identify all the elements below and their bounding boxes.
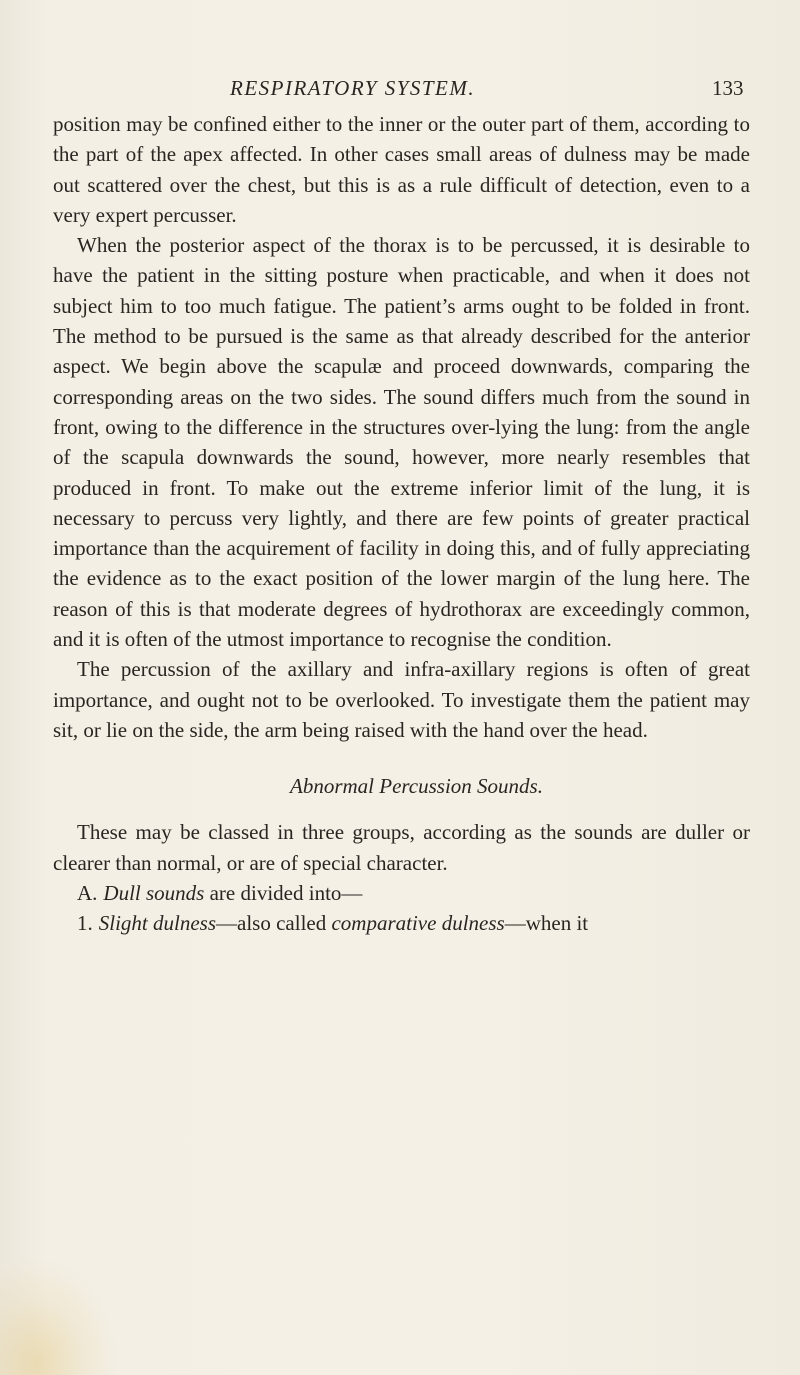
item-term-alt: comparative dulness bbox=[331, 911, 505, 936]
list-item-dull-sounds bbox=[53, 878, 750, 908]
list-item-slight-dulness bbox=[53, 908, 750, 938]
paragraph-axillary-regions: The percussion of the axillary and infra-axillary regions is often of great importance, and ought not to be overlooked. To investigate them the patient may sit, or lie on the side, the arm being raised with the hand over the head. bbox=[53, 657, 750, 742]
item-label: A. bbox=[77, 880, 98, 905]
running-head bbox=[0, 76, 800, 110]
paragraph-continuation: position may be confined either to the inner or the outer part of them, according to the part of the apex affected. In other cases small areas of dulness may be made out scattered over the chest, but this is as a rule difficult of detection, even to a very expert percusser. bbox=[53, 112, 750, 227]
paragraph-classification: These may be classed in three groups, according as the sounds are duller or clearer than normal, or are of special character. bbox=[53, 820, 750, 875]
item-text-end: —when it bbox=[504, 911, 589, 936]
body-text bbox=[53, 109, 750, 938]
section-heading: Abnormal Percussion Sounds. bbox=[290, 774, 543, 799]
item-text: are divided into— bbox=[204, 880, 363, 905]
running-title: RESPIRATORY SYSTEM. bbox=[230, 76, 476, 100]
page-number: 133 bbox=[712, 76, 744, 100]
item-term: Dull sounds bbox=[103, 880, 205, 905]
item-text: —also called bbox=[216, 911, 332, 936]
item-term: Slight dulness bbox=[98, 911, 217, 936]
paragraph-posterior-aspect: When the posterior aspect of the thorax is to be percussed, it is desirable to have the patient in the sitting posture when practicable, and when it does not subject him to too much fatigue. The patient’s arms ought to be folded in front. The method to be pursued is the same as that already described for the anterior aspect. We begin above the scapulæ and proceed downwards, comparing the corresponding areas on the two sides. The sound differs much from the sound in front, owing to the difference in the structures over-lying the lung: from the angle of the scapula downwards the sound, however, more nearly resembles that produced in front. To make out the extreme inferior limit of the lung, it is necessary to percuss very lightly, and there are few points of greater practical importance than the acquirement of facility in doing this, and of fully appreciating the evidence as to the exact position of the lower margin of the lung here. The reason of this is that moderate degrees of hydrothorax are exceedingly common, and it is often of the utmost importance to recognise the condition. bbox=[53, 233, 750, 652]
paper-stain bbox=[0, 1255, 120, 1375]
item-label: 1. bbox=[77, 911, 93, 936]
